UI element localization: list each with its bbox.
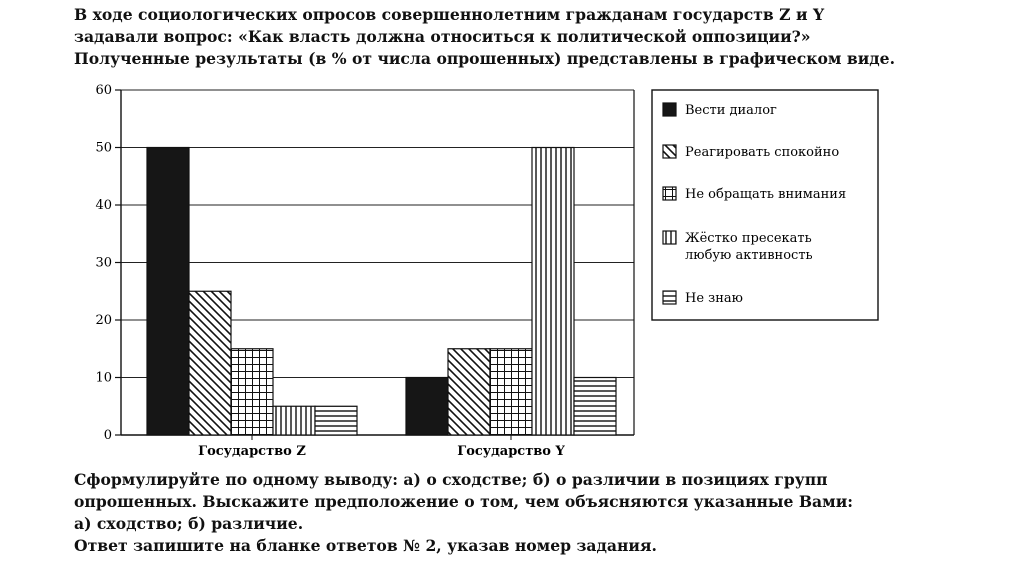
category-label: Государство Z bbox=[198, 444, 306, 459]
legend-swatch bbox=[663, 145, 676, 158]
intro-line-3: Полученные результаты (в % от числа опрошенных) представлены в графическом виде. bbox=[74, 49, 896, 68]
y-tick-label: 50 bbox=[95, 140, 112, 156]
task-line-3: а) сходство; б) различие. bbox=[74, 514, 304, 533]
bar-z-5 bbox=[315, 406, 357, 435]
legend-label: любую активность bbox=[685, 248, 813, 263]
legend-label: Не обращать внимания bbox=[685, 187, 847, 202]
y-tick-label: 20 bbox=[95, 313, 112, 328]
legend-box bbox=[652, 90, 878, 320]
bars bbox=[147, 148, 616, 436]
legend-label: Реагировать спокойно bbox=[685, 145, 840, 160]
task-line-1: Сформулируйте по одному выводу: а) о сходстве; б) о различии в позициях групп bbox=[74, 470, 828, 489]
legend-label: Вести диалог bbox=[685, 103, 777, 118]
legend-label: Не знаю bbox=[685, 291, 743, 306]
legend-swatch bbox=[663, 231, 676, 244]
task-line-2: опрошенных. Выскажите предположение о том, чем объясняются указанные Вами: bbox=[74, 492, 854, 511]
bar-y-3 bbox=[490, 349, 532, 435]
bar-z-4 bbox=[273, 406, 315, 435]
legend-swatch bbox=[663, 187, 676, 200]
task-text bbox=[74, 469, 954, 557]
task-line-4: Ответ запишите на бланке ответов № 2, указав номер задания. bbox=[74, 536, 657, 555]
y-tick-label: 40 bbox=[95, 198, 112, 213]
category-label: Государство Y bbox=[457, 444, 565, 459]
legend-label: Жёстко пресекать bbox=[685, 231, 812, 246]
bar-y-2 bbox=[448, 349, 490, 435]
y-tick-label: 10 bbox=[95, 370, 112, 386]
y-tick-label: 30 bbox=[95, 255, 112, 271]
bar-y-1 bbox=[406, 378, 448, 436]
intro-line-1: В ходе социологических опросов совершеннолетним гражданам государств Z и Y bbox=[74, 5, 825, 24]
y-tick-label: 60 bbox=[95, 83, 112, 98]
bar-z-1 bbox=[147, 148, 189, 436]
bar-y-4 bbox=[532, 148, 574, 436]
bar-z-2 bbox=[189, 291, 231, 435]
intro-line-2: задавали вопрос: «Как власть должна относиться к политической оппозиции?» bbox=[74, 27, 811, 46]
bar-z-3 bbox=[231, 349, 273, 435]
bar-y-5 bbox=[574, 378, 616, 436]
legend bbox=[652, 90, 878, 320]
legend-swatch bbox=[663, 103, 676, 116]
legend-swatch bbox=[663, 291, 676, 304]
y-tick-label: 0 bbox=[103, 428, 112, 443]
